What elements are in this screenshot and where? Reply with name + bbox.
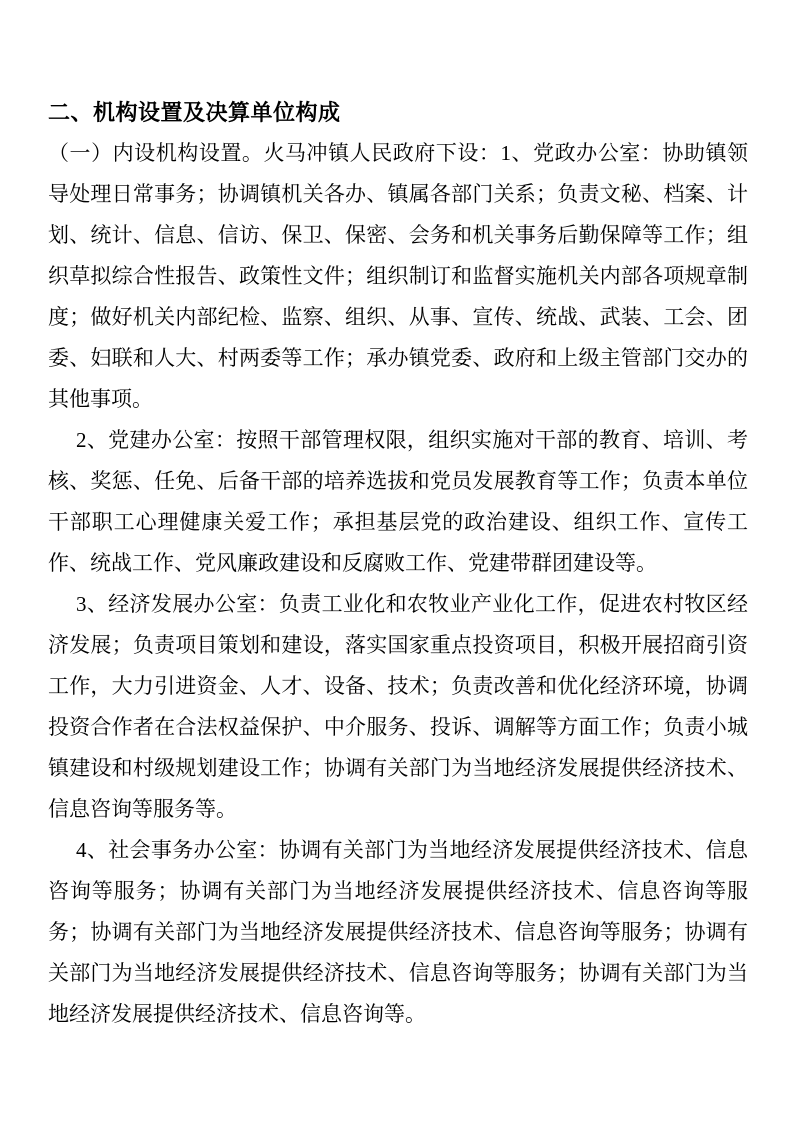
paragraph-social-affairs-office: 4、社会事务办公室：协调有关部门为当地经济发展提供经济技术、信息咨询等服务；协调有关部门为当地经济发展提供经济技术、信息咨询等服务；协调有关部门为当地经济发展提供经济技术、信息咨询等服务；协调有关部门为当地经济发展提供经济技术、信息咨询等服务；协调有关部门为当地经济发展提供经济技术、信息咨询等。 xyxy=(48,838,748,1026)
paragraph-economic-development-office: 3、经济发展办公室：负责工业化和农牧业产业化工作，促进农村牧区经济发展；负责项目策划和建设，落实国家重点投资项目，积极开展招商引资工作，大力引进资金、人才、设备、技术；负责改善和优化经济环境，协调投资合作者在合法权益保护、中介服务、投诉、调解等方面工作；负责小城镇建设和村级规划建设工作；协调有关部门为当地经济发展提供经济技术、信息咨询等服务等。 xyxy=(48,592,748,821)
section-heading: 二、机构设置及决算单位构成 xyxy=(48,100,341,125)
paragraph-party-building-office: 2、党建办公室：按照干部管理权限，组织实施对干部的教育、培训、考核、奖惩、任免、后备干部的培养选拔和党员发展教育等工作；负责本单位干部职工心理健康关爱工作；承担基层党的政治建设、组织工作、宣传工作、统战工作、党风廉政建设和反腐败工作、党建带群团建设等。 xyxy=(48,428,748,575)
paragraph-internal-structure: （一）内设机构设置。火马冲镇人民政府下设：1、党政办公室：协助镇领导处理日常事务；协调镇机关各办、镇属各部门关系；负责文秘、档案、计划、统计、信息、信访、保卫、保密、会务和机关事务后勤保障等工作；组织草拟综合性报告、政策性文件；组织制订和监督实施机关内部各项规章制度；做好机关内部纪检、监察、组织、从事、宣传、统战、武装、工会、团委、妇联和人大、村两委等工作；承办镇党委、政府和上级主管部门交办的其他事项。 xyxy=(48,141,748,411)
